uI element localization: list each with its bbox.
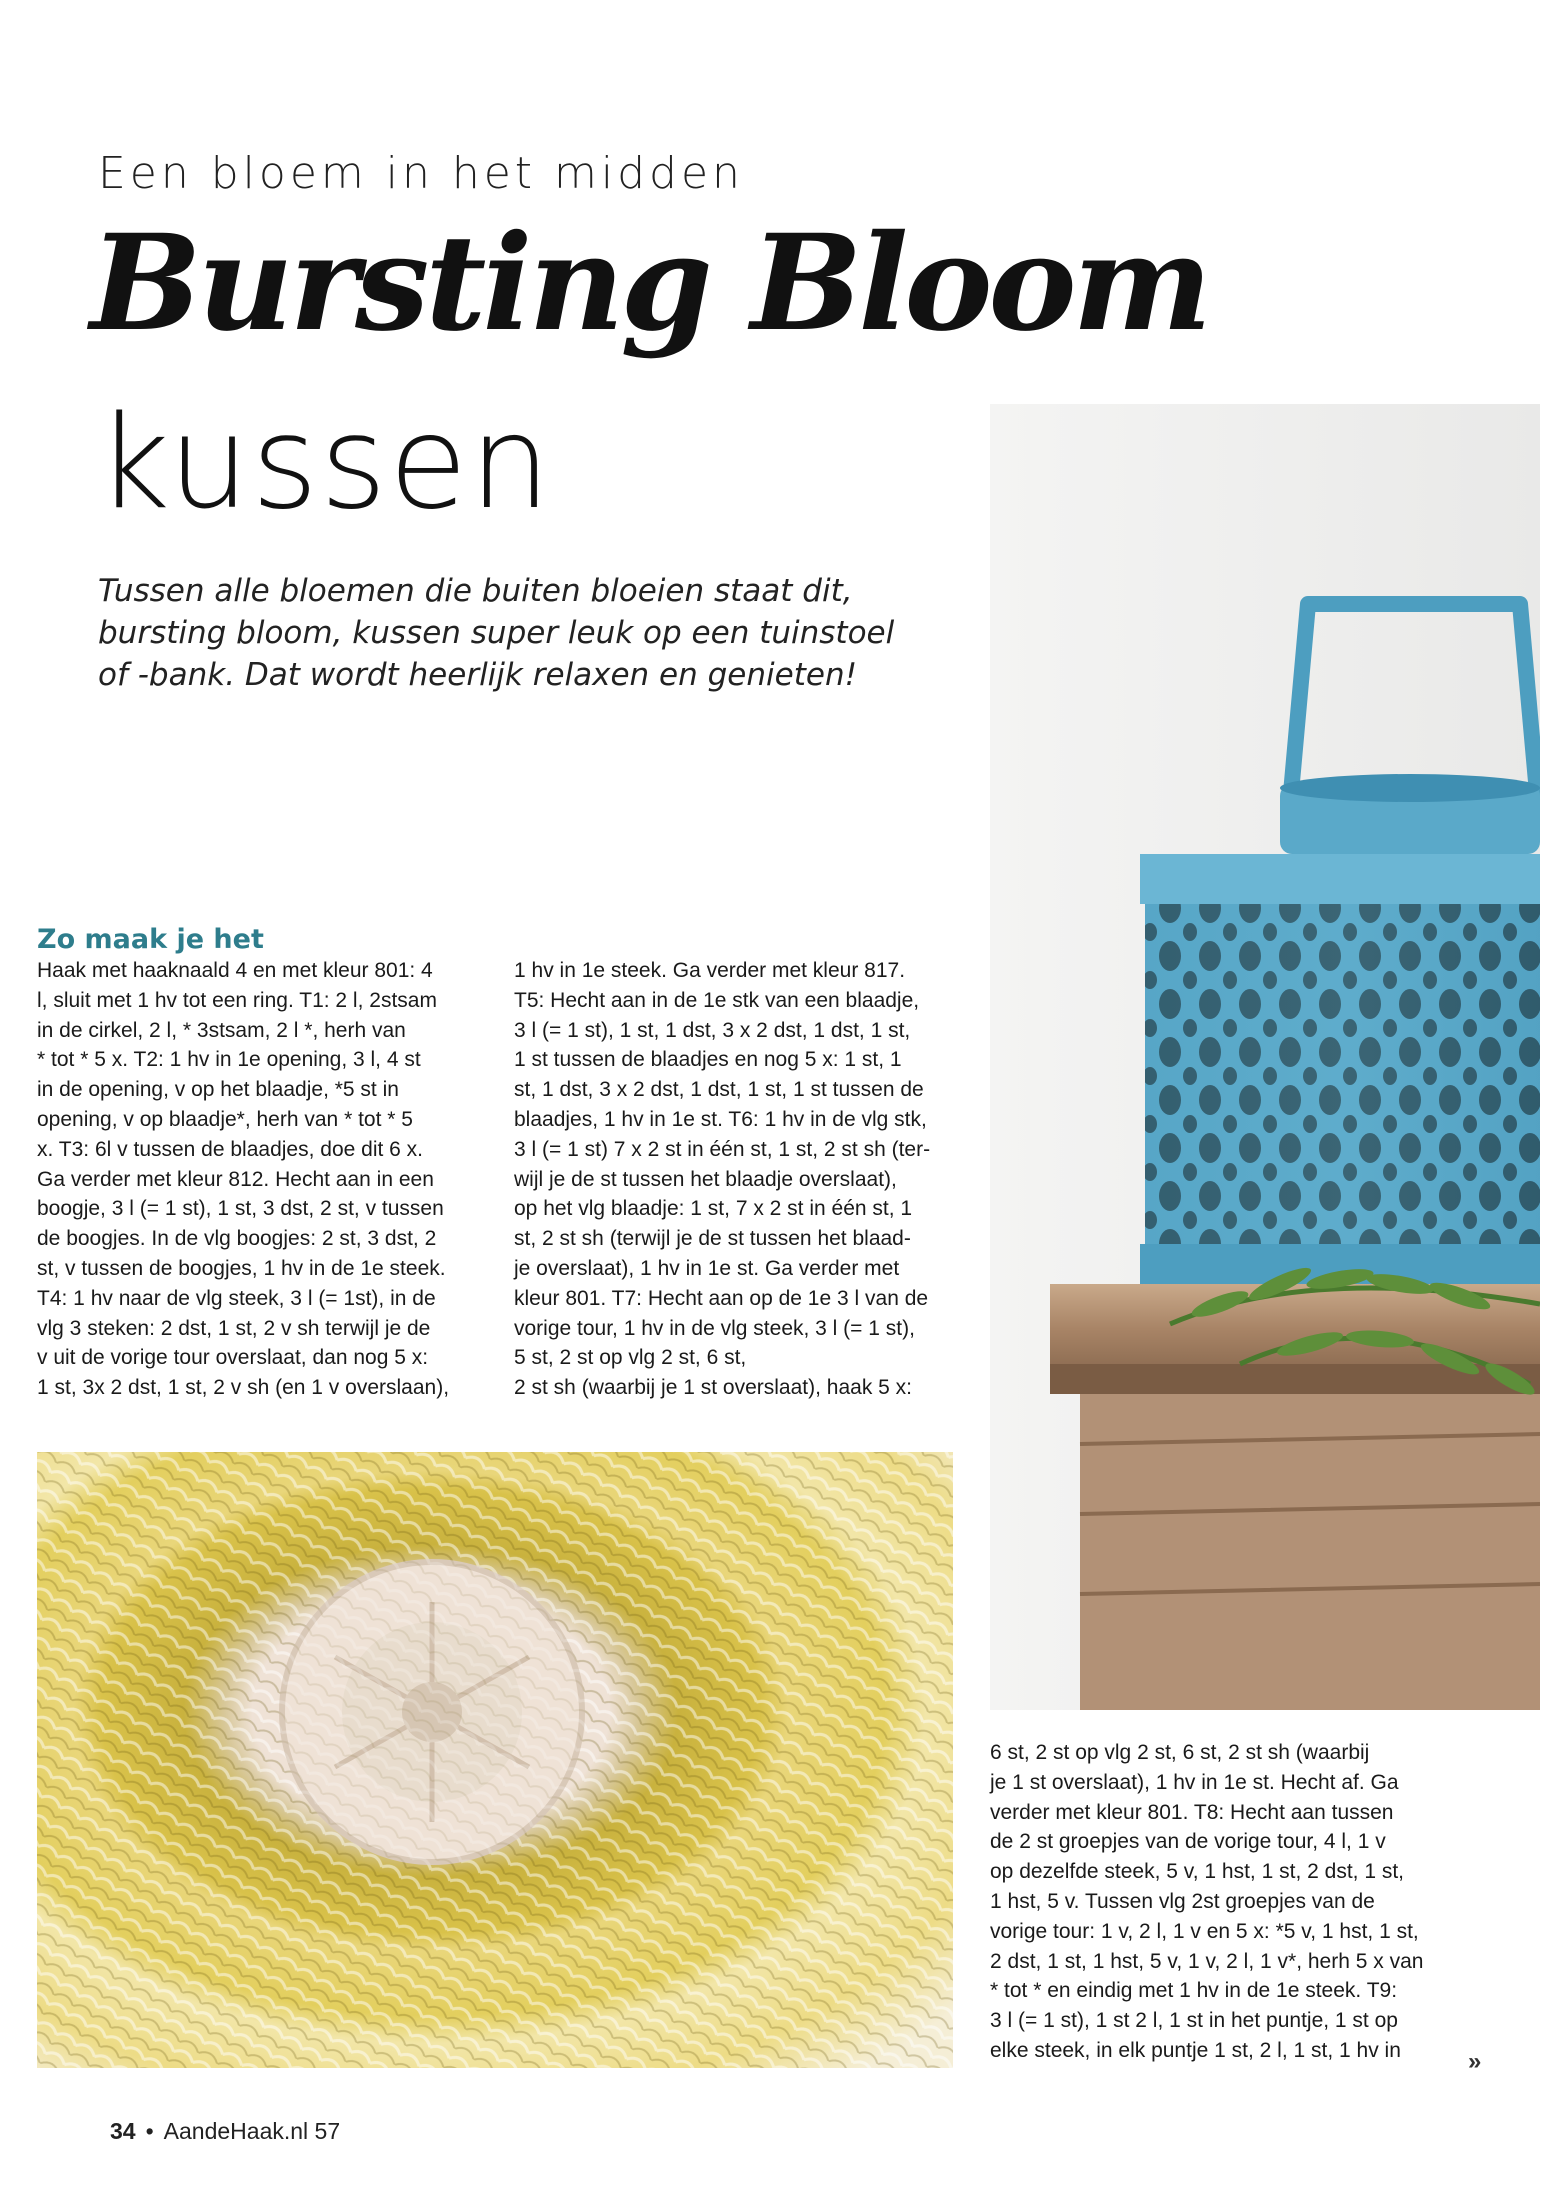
instruction-line: kleur 801. T7: Hecht aan op de 1e 3 l van de bbox=[514, 1286, 929, 1310]
page-title-plain: kussen bbox=[96, 389, 553, 538]
instruction-line: 2 st sh (waarbij je 1 st overslaat), haak 5 x: bbox=[514, 1376, 913, 1400]
instruction-line: st, v tussen de boogjes, 1 hv in de 1e steek. bbox=[37, 1256, 446, 1280]
instruction-line: de boogjes. In de vlg boogjes: 2 st, 3 dst, 2 bbox=[37, 1227, 437, 1251]
instruction-line: 3 l (= 1 st) 7 x 2 st in één st, 1 st, 2 st sh (ter- bbox=[514, 1137, 931, 1161]
instruction-line: 1 hst, 5 v. Tussen vlg 2st groepjes van de bbox=[990, 1889, 1375, 1913]
instruction-line: 1 hv in 1e steek. Ga verder met kleur 817. bbox=[514, 959, 906, 982]
instruction-line: 1 st tussen de blaadjes en nog 5 x: 1 st, 1 bbox=[514, 1048, 902, 1072]
instruction-line: 3 l (= 1 st), 1 st, 1 dst, 3 x 2 dst, 1 dst, 1 st, bbox=[514, 1018, 911, 1042]
crochet-closeup-photo bbox=[37, 1452, 953, 2068]
instruction-line: v uit de vorige tour overslaat, dan nog 5 x: bbox=[37, 1346, 429, 1370]
instructions-column-1 bbox=[37, 956, 449, 1403]
instruction-line: verder met kleur 801. T8: Hecht aan tussen bbox=[990, 1800, 1394, 1824]
instruction-line: in de cirkel, 2 l, * 3stsam, 2 l *, herh van bbox=[37, 1018, 406, 1042]
intro-paragraph bbox=[98, 570, 895, 696]
lantern-photo bbox=[990, 404, 1540, 1710]
magazine-name: AandeHaak.nl 57 bbox=[163, 2118, 341, 2144]
instruction-line: * tot * 5 x. T2: 1 hv in 1e opening, 3 l, 4 st bbox=[37, 1048, 421, 1072]
instruction-line: je 1 st overslaat), 1 hv in 1e st. Hecht af. Ga bbox=[990, 1770, 1399, 1794]
instruction-line: 2 dst, 1 st, 1 hst, 5 v, 1 v, 2 l, 1 v*, herh 5 x van bbox=[990, 1949, 1424, 1973]
instruction-line: 1 st, 3x 2 dst, 1 st, 2 v sh (en 1 v overslaan), bbox=[37, 1376, 450, 1400]
footer-bullet: • bbox=[145, 2118, 154, 2144]
instruction-line: x. T3: 6l v tussen de blaadjes, doe dit 6 x. bbox=[37, 1137, 424, 1161]
instruction-line: vorige tour, 1 hv in de vlg steek, 3 l (= 1 st), bbox=[514, 1316, 915, 1340]
instruction-line: * tot * en eindig met 1 hv in de 1e steek. T9: bbox=[990, 1979, 1398, 2003]
instruction-line: op het vlg blaadje: 1 st, 7 x 2 st in één st, 1 bbox=[514, 1197, 913, 1221]
instruction-line: 3 l (= 1 st), 1 st 2 l, 1 st in het puntje, 1 st op bbox=[990, 2009, 1398, 2033]
page-number: 34 bbox=[110, 2118, 136, 2144]
instruction-line: st, 2 st sh (terwijl je de st tussen het blaad- bbox=[514, 1227, 911, 1251]
instruction-line: boogje, 3 l (= 1 st), 1 st, 3 dst, 2 st, v tussen bbox=[37, 1197, 444, 1221]
instructions-column-3 bbox=[990, 1738, 1423, 2066]
instruction-line: Haak met haaknaald 4 en met kleur 801: 4 bbox=[37, 959, 433, 982]
instruction-line: l, sluit met 1 hv tot een ring. T1: 2 l, 2stsam bbox=[37, 988, 437, 1012]
instruction-line: T4: 1 hv naar de vlg steek, 3 l (= 1st), in de bbox=[37, 1286, 436, 1310]
instructions-column-2 bbox=[514, 956, 930, 1403]
instruction-line: in de opening, v op het blaadje, *5 st in bbox=[37, 1078, 399, 1102]
continue-arrow-icon: » bbox=[1468, 2048, 1482, 2075]
intro-line: Tussen alle bloemen die buiten bloeien staat dit, bbox=[98, 573, 853, 609]
instruction-line: wijl je de st tussen het blaadje overslaat), bbox=[514, 1167, 897, 1191]
intro-line: bursting bloom, kussen super leuk op een tuinstoel bbox=[98, 615, 895, 651]
intro-line: of -bank. Dat wordt heerlijk relaxen en genieten! bbox=[98, 657, 858, 693]
instruction-line: Ga verder met kleur 812. Hecht aan in een bbox=[37, 1167, 434, 1191]
instruction-line: 6 st, 2 st op vlg 2 st, 6 st, 2 st sh (waarbij bbox=[990, 1741, 1370, 1764]
page-title-script: Bursting Bloom bbox=[90, 206, 1209, 361]
instruction-line: 5 st, 2 st op vlg 2 st, 6 st, bbox=[514, 1346, 747, 1370]
kicker-text: Een bloem in het midden bbox=[98, 148, 744, 199]
instruction-line: vorige tour: 1 v, 2 l, 1 v en 5 x: *5 v, 1 hst, 1 st, bbox=[990, 1919, 1419, 1943]
instruction-line: vlg 3 steken: 2 dst, 1 st, 2 v sh terwijl je de bbox=[37, 1316, 431, 1340]
page-footer bbox=[110, 2118, 340, 2145]
instruction-line: st, 1 dst, 3 x 2 dst, 1 dst, 1 st, 1 st tussen de bbox=[514, 1078, 924, 1102]
instruction-line: op dezelfde steek, 5 v, 1 hst, 1 st, 2 dst, 1 st, bbox=[990, 1860, 1405, 1884]
instruction-line: de 2 st groepjes van de vorige tour, 4 l, 1 v bbox=[990, 1830, 1386, 1854]
section-heading: Zo maak je het bbox=[37, 924, 264, 955]
instruction-line: opening, v op blaadje*, herh van * tot * 5 bbox=[37, 1107, 413, 1131]
instruction-line: elke steek, in elk puntje 1 st, 2 l, 1 st, 1 hv in bbox=[990, 2038, 1401, 2062]
instruction-line: je overslaat), 1 hv in 1e st. Ga verder met bbox=[514, 1256, 900, 1280]
instruction-line: T5: Hecht aan in de 1e stk van een blaadje, bbox=[514, 988, 920, 1012]
instruction-line: blaadjes, 1 hv in 1e st. T6: 1 hv in de vlg stk, bbox=[514, 1107, 927, 1131]
